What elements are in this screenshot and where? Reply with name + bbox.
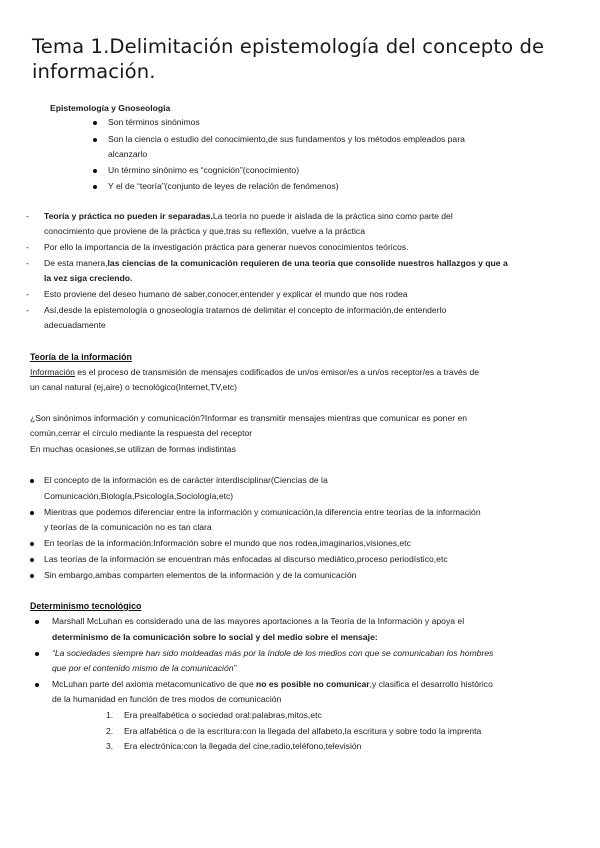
bullet-dot [30,542,34,546]
dash-item-continuation: la vez siga creciendo. [44,273,133,283]
bullet-dot [93,185,97,189]
teoria-definition-continuation: un canal natural (ej,aire) o tecnológico(Internet,TV,etc) [30,382,238,392]
era-number: 2. [106,726,114,736]
teoria-bullet: Mientras que podemos diferenciar entre la información y comunicación,la diferencia entre teorías de la información [44,507,481,517]
dash-item: Esto proviene del deseo humano de saber,conocer,entender y explicar el mundo que nos rodea [44,289,408,299]
era-number: 3. [106,741,114,751]
teoria-question: ¿Son sinónimos información y comunicación?Informar es transmitir mensajes mientras que comunicar es poner en [30,413,468,423]
axioma-bold: no es posible no comunicar [255,679,370,689]
dash-item-bold: Teoría y práctica no pueden ir separadas. [44,211,213,221]
definition-term: Información [30,367,75,377]
era-item: Era alfabética o de la escritura:con la llegada del alfabeto,la escritura y sobre todo la imprenta [124,726,482,736]
teoria-bullet: Las teorías de la información se encuentran más enfocadas al discurso mediático,proceso periodístico,etc [44,554,448,564]
teoria-bullet: El concepto de la información es de carácter interdisciplinar(Ciencias de la [44,475,328,485]
teoria-question-continuation: común,cerrar el círculo mediante la respuesta del receptor [30,428,253,438]
axioma-rest: ,y clasifica el desarrollo histórico [369,679,493,689]
axioma-start: McLuhan parte del axioma metacomunicativo de que [52,679,256,689]
epistemologia-heading: Epistemología y Gnoseología [50,103,171,113]
era-number: 1. [106,710,114,720]
teoria-bullet-continuation: y teorías de la comunicación no es tan clara [44,522,212,532]
page-title: Tema 1.Delimitación epistemología del concepto de información. [32,35,545,83]
dash-marker: - [26,211,29,221]
epistemologia-item: alcanzarlo [108,149,148,159]
era-item: Era electrónica:con la llegada del cine,radio,teléfono,televisión [124,741,362,751]
teoria-heading: Teoría de la información [30,352,132,362]
dash-item: Así,desde la epistemología o gnoseología tratamos de delimitar el concepto de información,de entenderlo [44,305,447,315]
bullet-dot [93,121,97,125]
bullet-dot [30,574,34,578]
dash-item-bold: las ciencias de la comunicación requieren de una teoría que consolide nuestros hallazgos y que a [107,258,508,268]
bullet-dot [93,169,97,173]
era-item: Era prealfabética o sociedad oral:palabras,mitos,etc [124,710,322,720]
teoria-definition [30,367,479,378]
mcluhan-quote: “La sociedades siempre han sido moldeadas más por la índole de los medios con que se comunicaban los hombres [52,648,494,658]
dash-marker: - [26,258,29,268]
teoria-bullet: En teorías de la información:Información sobre el mundo que nos rodea,imaginarios,visiones,etc [44,538,411,548]
dash-item-continuation: adecuadamente [44,320,106,330]
determinismo-bullet-continuation: determinismo de la comunicación sobre lo social y del medio sobre el mensaje: [52,632,378,642]
determinismo-bullet-continuation: de la humanidad en función de tres modos de comunicación [52,694,282,704]
epistemologia-item: Son términos sinónimos [108,117,200,127]
dash-item-start: De esta manera, [44,258,108,268]
bullet-dot [35,652,39,656]
bullet-dot [35,620,39,624]
bullet-dot [30,511,34,515]
epistemologia-item: Un término sinónimo es “cognición”(conocimiento) [108,165,300,175]
determinismo-heading: Determinismo tecnológico [30,601,142,611]
definition-rest: es el proceso de transmisión de mensajes codificados de un/os emisor/es a un/os receptor/es a través de [74,367,480,377]
bullet-dot [35,683,39,687]
dash-item [44,211,453,222]
dash-marker: - [26,242,29,252]
dash-item [44,258,508,269]
bullet-dot [30,558,34,562]
dash-item-rest: La teoría no puede ir aislada de la práctica sino como parte del [212,211,453,221]
teoria-bullet: Sin embargo,ambas comparten elementos de la información y de la comunicación [44,570,357,580]
dash-item-continuation: conocimiento que proviene de la práctica y que,tras su reflexión, vuelve a la práctica [44,226,366,236]
teoria-bullet-continuation: Comunicación,Biología,Psicología,Sociología,etc) [44,491,234,501]
teoria-note: En muchas ocasiones,se utilizan de formas indistintas [30,444,236,454]
epistemologia-item: Son la ciencia o estudio del conocimiento,de sus fundamentos y los métodos empleados para [108,134,465,144]
epistemologia-item: Y el de “teoría”(conjunto de leyes de relación de fenómenos) [108,181,339,191]
dash-marker: - [26,305,29,315]
dash-marker: - [26,289,29,299]
dash-item: Por ello la importancia de la investigación práctica para generar nuevos conocimientos teóricos. [44,242,409,252]
determinismo-bullet: Marshall McLuhan es considerado una de las mayores aportaciones a la Teoría de la Información y apoya el [52,616,465,626]
bullet-dot [93,138,97,142]
mcluhan-quote-continuation: que por el contenido mismo de la comunicación” [52,663,237,673]
determinismo-bullet [52,679,493,690]
bullet-dot [30,479,34,483]
